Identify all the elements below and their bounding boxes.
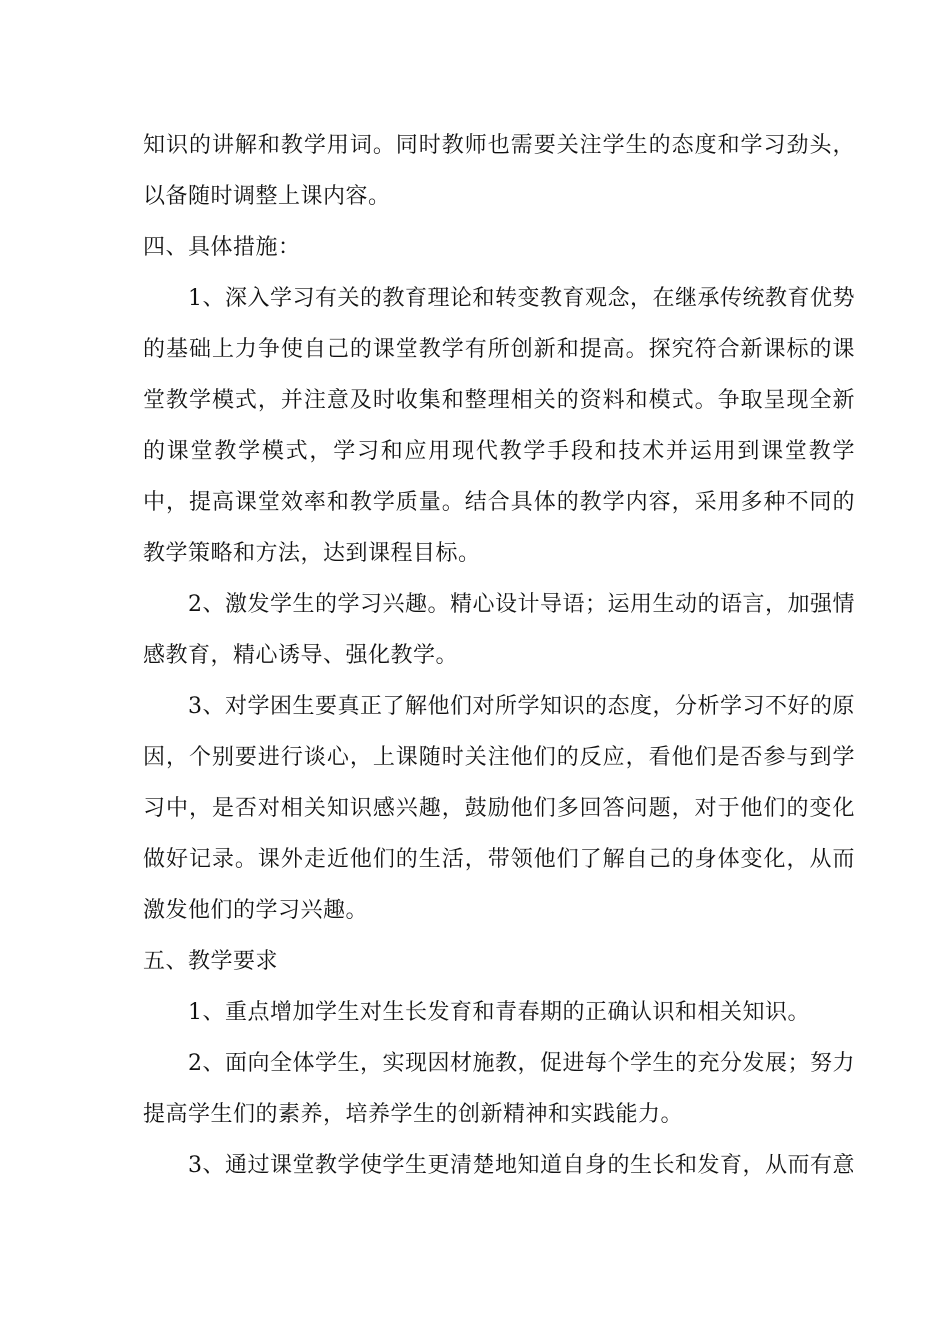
section-heading-requirements: 五、教学要求 — [143, 949, 279, 974]
document-body — [143, 120, 855, 1191]
paragraph-measure-2: 2、激发学生的学习兴趣。精心设计导语；运用生动的语言，加强情感教育，精心诱导、强化教学。 — [143, 592, 855, 668]
paragraph-requirement-2: 2、面向全体学生，实现因材施教，促进每个学生的充分发展；努力提高学生们的素养，培养学生的创新精神和实践能力。 — [143, 1051, 855, 1127]
section-heading-measures: 四、具体措施： — [143, 235, 301, 260]
paragraph-requirement-1: 1、重点增加学生对生长发育和青春期的正确认识和相关知识。 — [188, 1000, 810, 1025]
paragraph-continuation: 知识的讲解和教学用词。同时教师也需要关注学生的态度和学习劲头，以备随时调整上课内容。 — [143, 133, 855, 209]
paragraph-measure-1: 1、深入学习有关的教育理论和转变教育观念，在继承传统教育优势的基础上力争使自己的课堂教学有所创新和提高。探究符合新课标的课堂教学模式，并注意及时收集和整理相关的资料和模式。争取呈现全新的课堂教学模式，学习和应用现代教学手段和技术并运用到课堂教学中，提高课堂效率和教学质量。结合具体的教学内容，采用多种不同的教学策略和方法，达到课程目标。 — [143, 286, 855, 566]
paragraph-measure-3: 3、对学困生要真正了解他们对所学知识的态度，分析学习不好的原因，个别要进行谈心，上课随时关注他们的反应，看他们是否参与到学习中，是否对相关知识感兴趣，鼓励他们多回答问题，对于他们的变化做好记录。课外走近他们的生活，带领他们了解自己的身体变化，从而激发他们的学习兴趣。 — [143, 694, 855, 923]
paragraph-requirement-3: 3、通过课堂教学使学生更清楚地知道自身的生长和发育，从而有意 — [188, 1153, 855, 1178]
